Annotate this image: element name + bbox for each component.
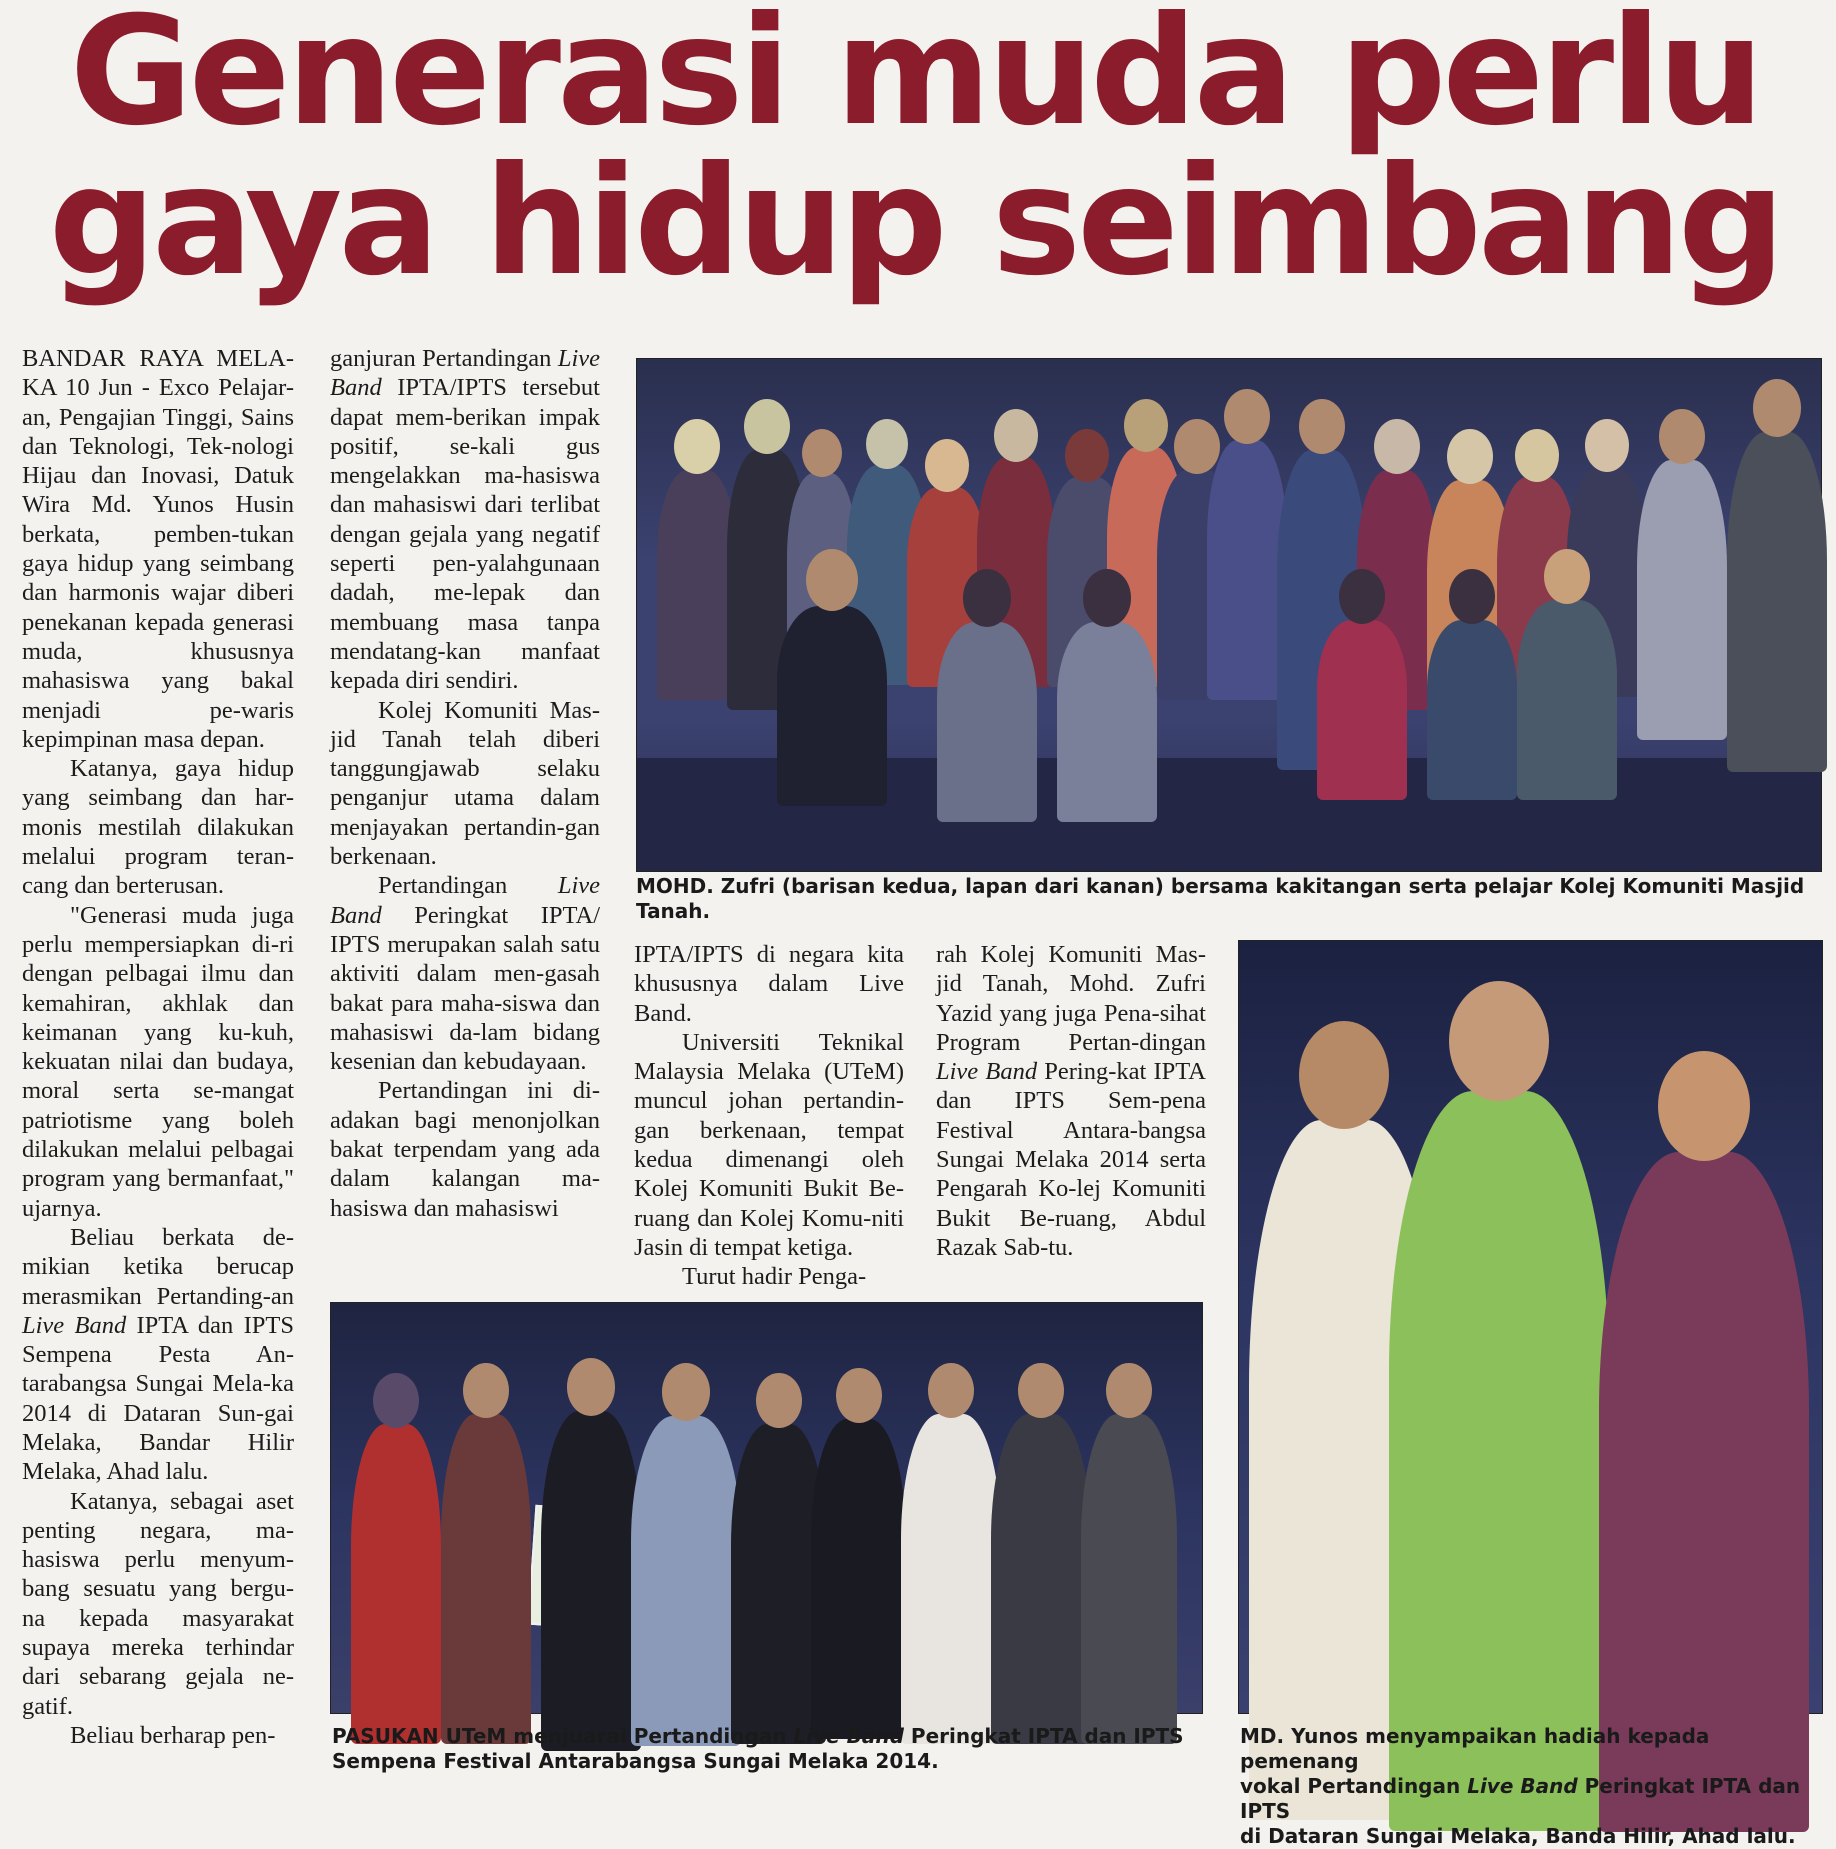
article-paragraph: Beliau berharap pen- bbox=[70, 1721, 276, 1749]
headline-line-2: gaya hidup seimbang bbox=[48, 135, 1782, 309]
article-paragraph: "Generasi muda juga perlu mempersiapkan di-ri dengan pelbagai ilmu dan kemahiran, akhlak dan keimanan yang ku-kuh, kekuatan nilai dan budaya, moral serta se-mangat patriotisme yang boleh dilakukan melalui pelbagai program yang bermanfaat," ujarnya. bbox=[22, 901, 294, 1222]
article-paragraph: Turut hadir Penga- bbox=[682, 1263, 867, 1291]
article-paragraph: rah Kolej Komuniti Mas-jid Tanah, Mohd. Zufri Yazid yang juga Pena-sihat Program Pertan-dingan Live Band Pering-kat IPTA dan IPTS Sem-pena Festival Antara-bangsa Sungai Melaka 2014 serta Pengarah Ko-lej Komuniti Bukit Be-ruang, Abdul Razak Sab-tu. bbox=[936, 941, 1206, 1261]
winning-band-photo bbox=[330, 1302, 1203, 1714]
article-column-3 bbox=[634, 940, 904, 1292]
article-paragraph: Pertandingan Live Band Peringkat IPTA/ IPTS merupakan salah satu aktiviti dalam men-gasah bakat para maha-siswa dan mahasiswi da-lam bidang kesenian dan kebudayaan. bbox=[330, 872, 600, 1076]
article-paragraph: Pertandingan ini di-adakan bagi menonjolkan bakat terpendam yang ada dalam kalangan ma-hasiswa dan mahasiswi bbox=[330, 1077, 600, 1222]
article-paragraph: ganjuran Pertandingan Live Band IPTA/IPTS tersebut dapat mem-berikan impak positif, se-kali gus mengelakkan ma-hasiswa dan mahasiswi dari terlibat dengan gejala yang negatif seperti pen-yalahgunaan dadah, me-lepak dan membuang masa tanpa mendatang-kan manfaat kepada diri sendiri. bbox=[330, 345, 600, 695]
article-column-2 bbox=[330, 344, 600, 1223]
caption-prize-presentation: MD. Yunos menyampaikan hadiah kepada pemenang vokal Pertandingan Live Band Peringkat IPTA dan IPTS di Dataran Sungai Melaka, Banda Hilir, Ahad lalu. bbox=[1240, 1724, 1801, 1848]
prize-presentation-photo bbox=[1238, 940, 1823, 1714]
article-paragraph: Katanya, sebagai aset penting negara, ma-hasiswa perlu menyum-bang sesuatu yang bergu-na kepada masyarakat supaya mereka terhindar dari sebarang gejala ne-gatif. bbox=[22, 1487, 294, 1720]
article-column-4 bbox=[936, 940, 1206, 1262]
article-paragraph: Katanya, gaya hidup yang seimbang dan har-monis mestilah dilakukan melalui program teran-cang dan berterusan. bbox=[22, 755, 294, 900]
article-paragraph: IPTA/IPTS di negara kita khususnya dalam Live Band. bbox=[634, 941, 904, 1027]
caption-winning-band: PASUKAN UTeM menjuarai Pertandingan Live Band Peringkat IPTA dan IPTS Sempena Festival Antarabangsa Sungai Melaka 2014. bbox=[332, 1724, 1184, 1773]
article-paragraph: BANDAR RAYA MELA-KA 10 Jun - Exco Pelajar-an, Pengajian Tinggi, Sains dan Teknologi, Tek-nologi Hijau dan Inovasi, Datuk Wira Md. Yunos Husin berkata, pemben-tukan gaya hidup yang seimbang dan harmonis wajar diberi penekanan kepada generasi muda, khususnya mahasiswa yang bakal menjadi pe-waris kepimpinan masa depan. bbox=[22, 345, 294, 753]
group-photo bbox=[636, 358, 1822, 872]
article-column-1 bbox=[22, 344, 294, 1750]
article-paragraph: Kolej Komuniti Mas-jid Tanah telah diberi tanggungjawab selaku penganjur utama dalam menjayakan pertandin-gan berkenaan. bbox=[330, 696, 600, 871]
article-paragraph: Universiti Teknikal Malaysia Melaka (UTeM) muncul johan pertandin-gan berkenaan, tempat kedua dimenangi oleh Kolej Komuniti Bukit Be-ruang dan Kolej Komu-niti Jasin di tempat ketiga. bbox=[634, 1028, 904, 1261]
caption-group-photo: MOHD. Zufri (barisan kedua, lapan dari kanan) bersama kakitangan serta pelajar Kolej Komuniti Masjid Tanah. bbox=[636, 874, 1805, 923]
headline-line-1: Generasi muda perlu bbox=[69, 0, 1761, 159]
article-paragraph: Beliau berkata de-mikian ketika berucap merasmikan Pertanding-an Live Band IPTA dan IPTS Sempena Pesta An-tarabangsa Sungai Mela-ka 2014 di Dataran Sun-gai Melaka, Bandar Hilir Melaka, Ahad lalu. bbox=[22, 1223, 294, 1486]
